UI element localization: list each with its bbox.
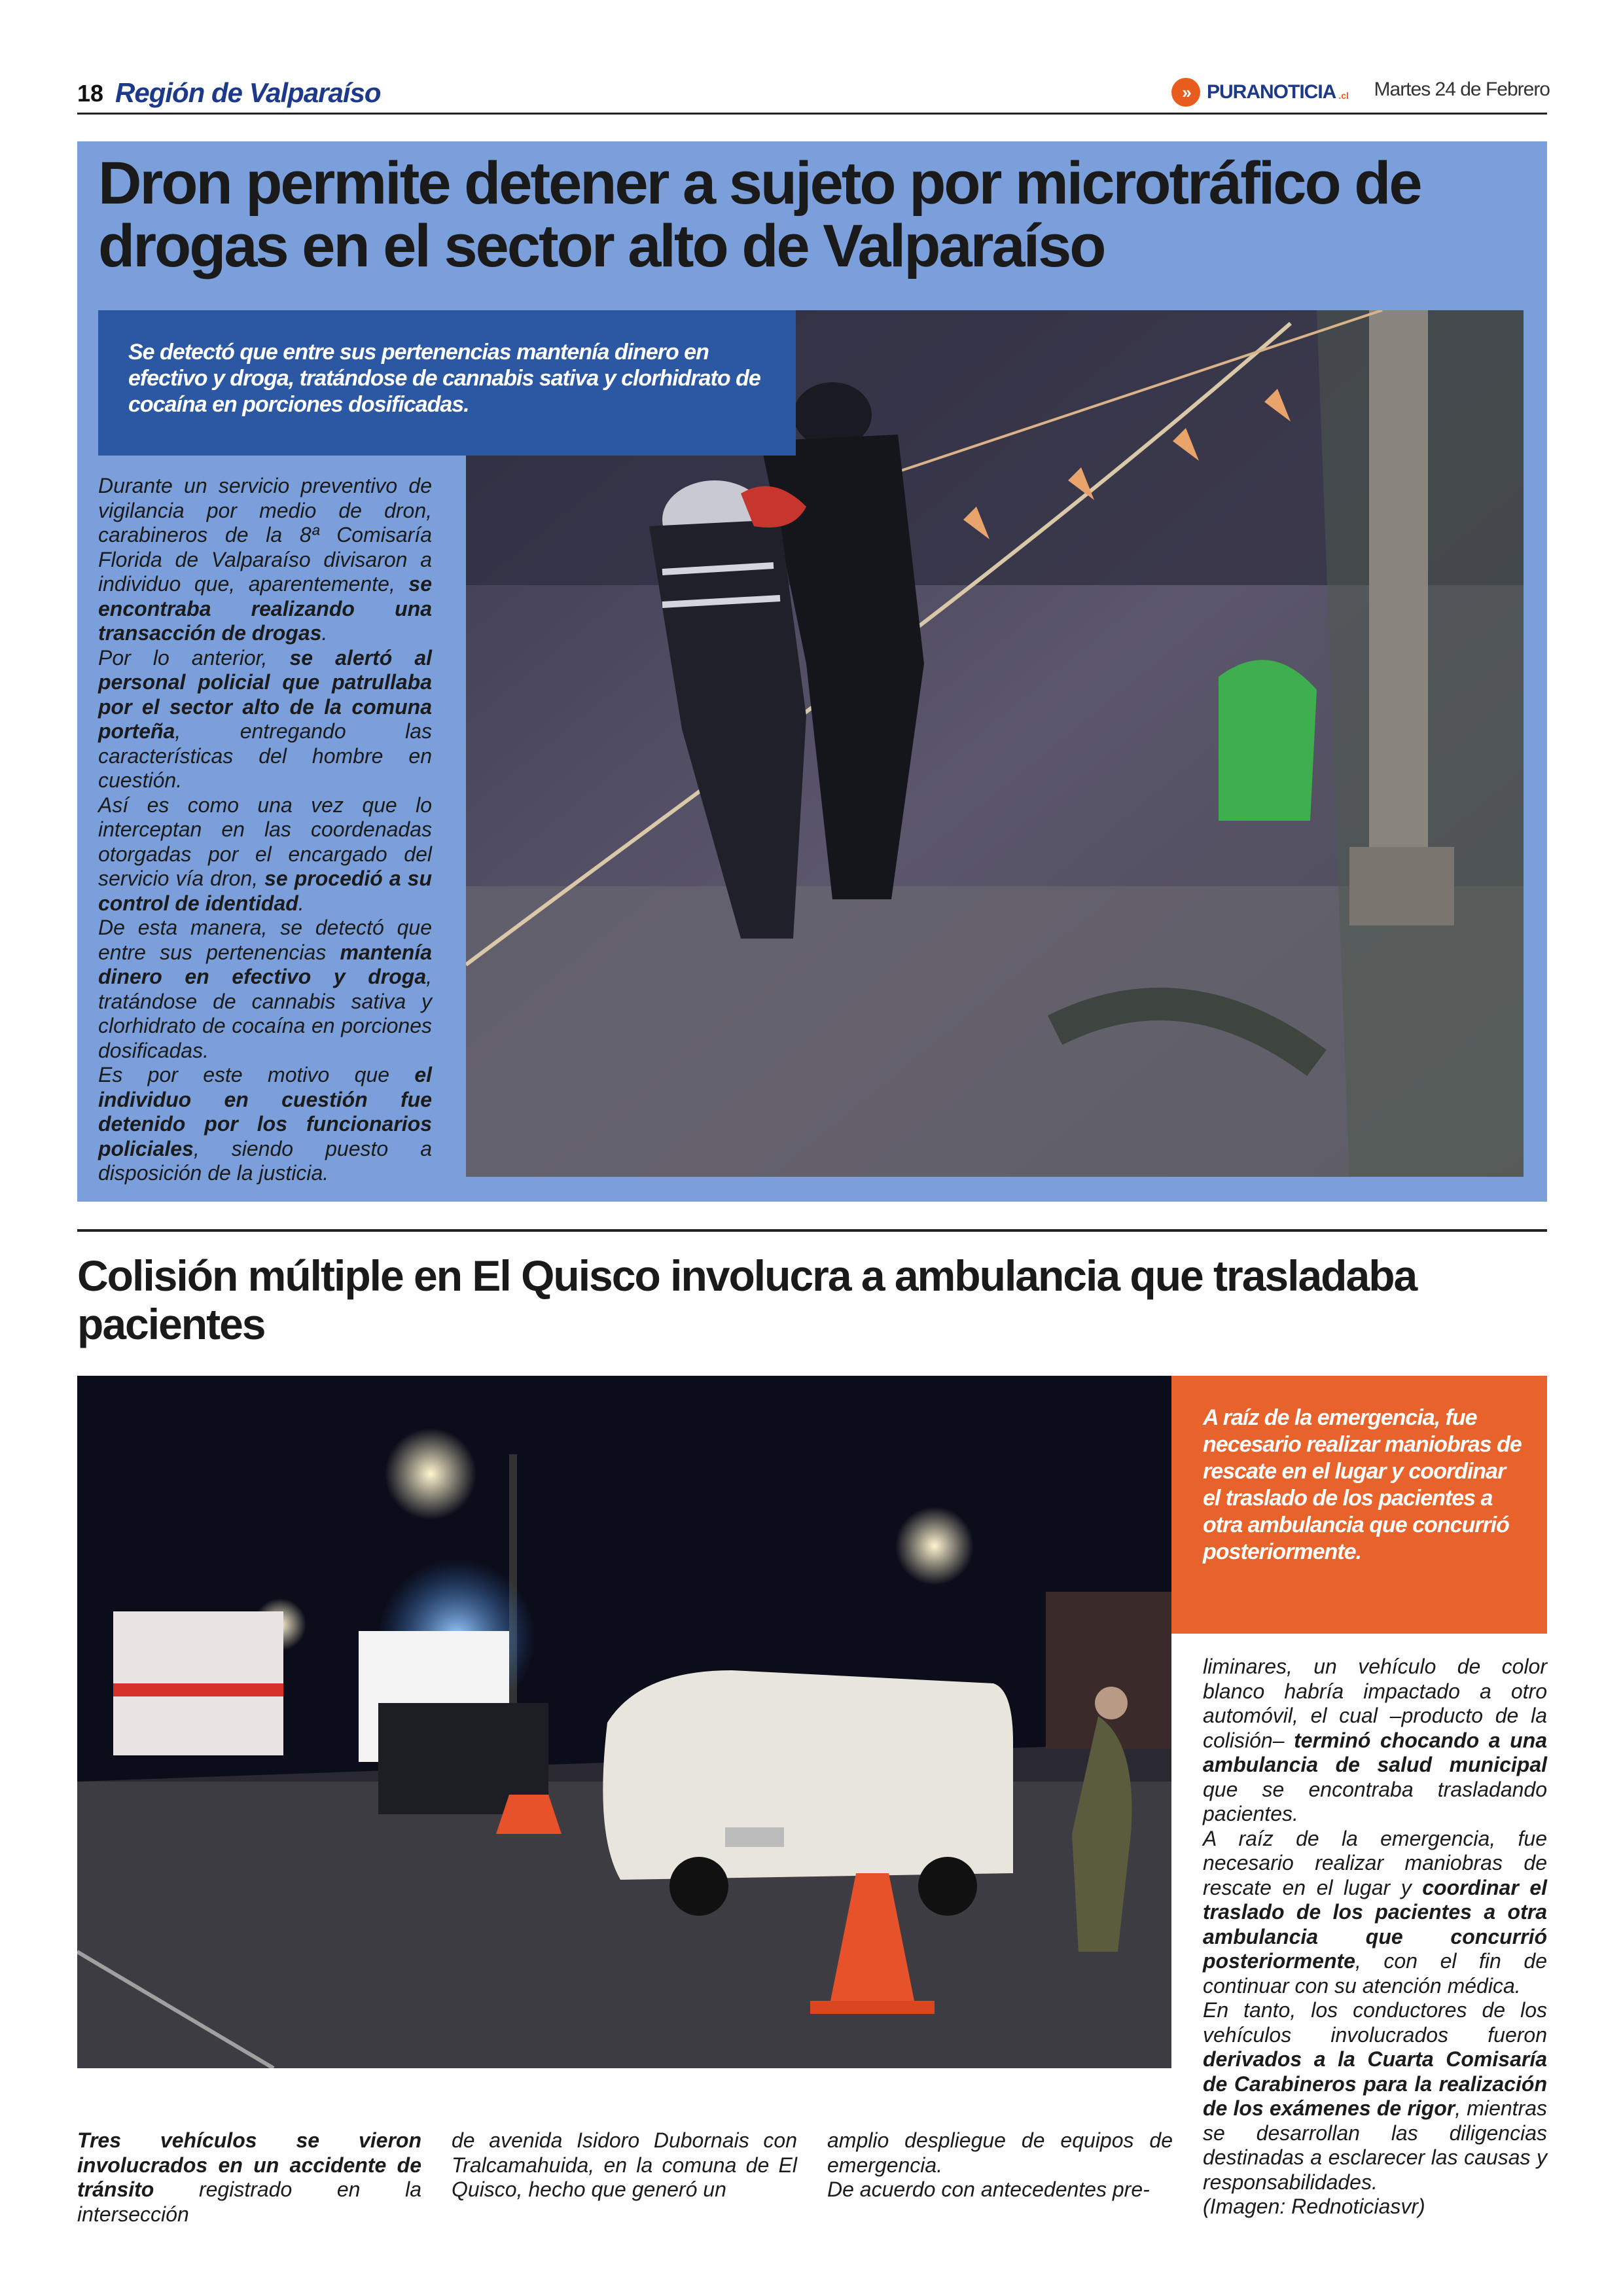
issue-date: Martes 24 de Febrero [1374, 79, 1550, 100]
page-number: 18 [77, 80, 104, 107]
article2-column-2 [452, 2128, 797, 2202]
paragraph: De acuerdo con antecedentes pre- [827, 2178, 1150, 2201]
brand-name: PURANOTICIA [1207, 81, 1336, 103]
paragraph: A raíz de la emergencia, fue necesario realizar maniobras de rescate en el lugar y coordinar el traslado de los pacientes a otra ambulancia que concurrió posteriormente, con el fin de continuar con su atención médica. [1203, 1826, 1548, 1998]
paragraph: de avenida Isidoro Dubornais con Tralcamahuida, en la comuna de El Quisco, hecho que generó un [452, 2128, 797, 2201]
paragraph: Así es como una vez que lo interceptan en las coordenadas otorgadas por el encargado del servicio vía dron, se procedió a su control de identidad. [98, 793, 433, 915]
header-divider [77, 113, 1547, 115]
paragraph: Por lo anterior, se alertó al personal policial que patrullaba por el sector alto de la comuna porteña, entregando las características del hombre en cuestión. [98, 645, 433, 792]
article1-lead: Se detectó que entre sus pertenencias mantenía dinero en efectivo y droga, tratándose de cannabis sativa y clorhidrato de cocaína en porciones dosificadas. [98, 310, 796, 456]
paragraph: liminares, un vehículo de color blanco habría impactado a otro automóvil, el cual –producto de la colisión– terminó chocando a una ambulancia de salud municipal que se encontraba trasladando pacientes. [1203, 1655, 1548, 1825]
section-name: Región de Valparaíso [115, 77, 381, 108]
article1-body [98, 474, 432, 1186]
collision-scene-illustration [77, 1376, 1171, 2068]
article-divider [77, 1229, 1547, 1232]
photo-credit: (Imagen: Rednoticiasvr) [1203, 2195, 1425, 2218]
paragraph: Durante un servicio preventivo de vigilancia por medio de dron, carabineros de la 8ª Comisaría Florida de Valparaíso divisaron a individuo que, aparentemente, se encontraba realizando una transacción de drogas. [98, 474, 432, 645]
article2-lead: A raíz de la emergencia, fue necesario realizar maniobras de rescate en el lugar y coordinar el traslado de los pacientes a otra ambulancia que concurrió posteriormente. [1171, 1376, 1547, 1634]
article2-column-1 [77, 2128, 421, 2227]
article1-headline: Dron permite detener a sujeto por microtráfico de drogas en el sector alto de Valparaíso [98, 150, 1421, 279]
brand-logo [1171, 77, 1349, 107]
article2-headline: Colisión múltiple en El Quisco involucra a ambulancia que trasladaba pacientes [77, 1251, 1417, 1348]
paragraph: De esta manera, se detectó que entre sus pertenencias mantenía dinero en efectivo y droga, tratándose de cannabis sativa y clorhidrato de cocaína en porciones dosificadas. [98, 916, 432, 1062]
paragraph: En tanto, los conductores de los vehículos involucrados fueron derivados a la Cuarta Comisaría de Carabineros para la realización de los exámenes de rigor, mientras se desarrollan las diligencias destinadas a esclarecer las causas y responsabilidades. [1203, 1998, 1548, 2194]
paragraph: Es por este motivo que el individuo en cuestión fue detenido por los funcionarios policiales, siendo puesto a disposición de la justicia. [98, 1063, 432, 1185]
paragraph: amplio despliegue de equipos de emergencia. [827, 2128, 1173, 2177]
brand-suffix: .cl [1338, 90, 1349, 101]
article2-column-4 [1203, 1655, 1547, 2219]
article2-column-3 [827, 2128, 1173, 2202]
paragraph: Tres vehículos se vieron involucrados en un accidente de tránsito registrado en la intersección [77, 2128, 421, 2226]
chevrons-icon: » [1171, 78, 1200, 107]
article2-photo [77, 1376, 1171, 2068]
